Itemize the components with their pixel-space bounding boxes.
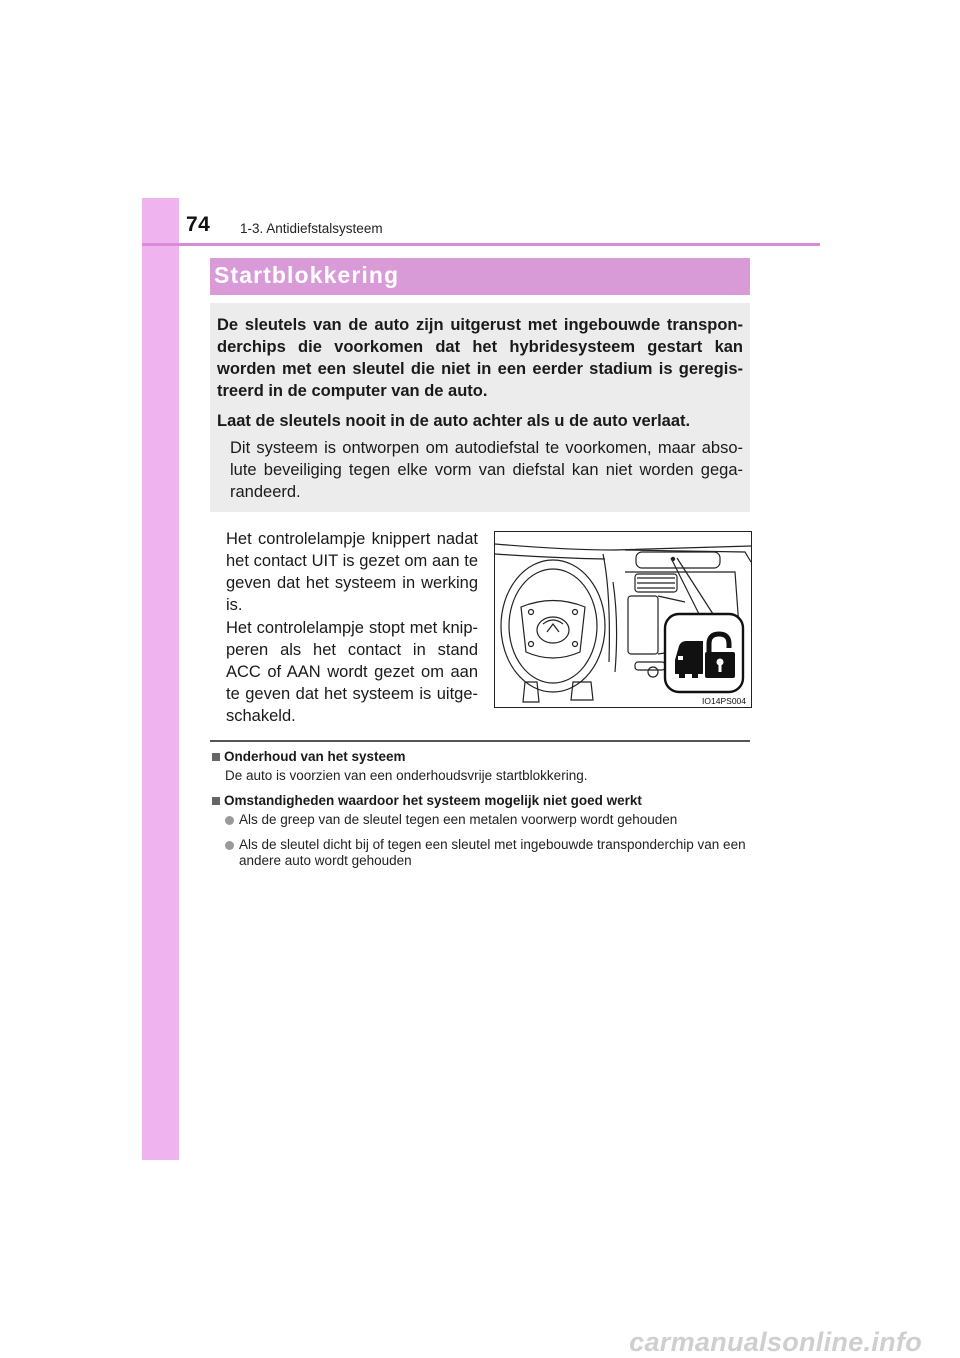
list-bullet-dot [225, 816, 234, 825]
intro-paragraph: De sleutels van de auto zijn uitgerust met ingebouwde transpon-derchips die voorkomen dat het hybridesysteem gestart kan worden met een sleutel die niet in een eerder stadium is geregis-treerd in de computer van de auto. [217, 316, 743, 400]
list-bullet-dot [225, 841, 234, 850]
note-heading-maintenance: Onderhoud van het systeem [224, 749, 406, 764]
notes-divider [210, 740, 750, 742]
list-item: Als de greep van de sleutel tegen een metalen voorwerp wordt gehouden [239, 812, 678, 827]
intro-note: Dit systeem is ontworpen om autodiefstal te voorkomen, maar abso-lute beveiliging tegen elke vorm van diefstal kan niet worden gega-randeerd. [230, 439, 743, 501]
car-padlock-indicator-icon [663, 612, 745, 694]
note-heading-conditions: Omstandigheden waardoor het systeem mogelijk niet goed werkt [224, 793, 642, 808]
watermark: carmanualsonline.info [629, 1327, 922, 1357]
intro-warning: Laat de sleutels nooit in de auto achter als u de auto verlaat. [217, 412, 691, 430]
heading-bullet-square [212, 753, 220, 761]
section-label: 1-3. Antidiefstalsysteem [240, 221, 383, 236]
page-title: Startblokkering [214, 262, 400, 288]
title-bar [210, 258, 750, 295]
list-item: Als de sleutel dicht bij of tegen een sleutel met ingebouwde transponderchip van een andere auto wordt gehouden [239, 837, 746, 868]
page-number: 74 [186, 213, 211, 236]
header-rule [142, 243, 820, 246]
heading-bullet-square [212, 797, 220, 805]
body-paragraph-1: Het controlelampje knippert nadat het contact UIT is gezet om aan te geven dat het systeem in werking is. [226, 530, 478, 614]
body-paragraph-2: Het controlelampje stopt met knip-peren als het contact in stand ACC of AAN wordt gezet om aan te geven dat het systeem is uitge-schakeld. [226, 619, 478, 725]
dashboard-illustration [494, 531, 752, 708]
figure-code: IO14PS004 [702, 696, 746, 706]
chapter-side-tab [142, 198, 179, 1160]
note-text-maintenance: De auto is voorzien van een onderhoudsvrije startblokkering. [225, 768, 588, 783]
